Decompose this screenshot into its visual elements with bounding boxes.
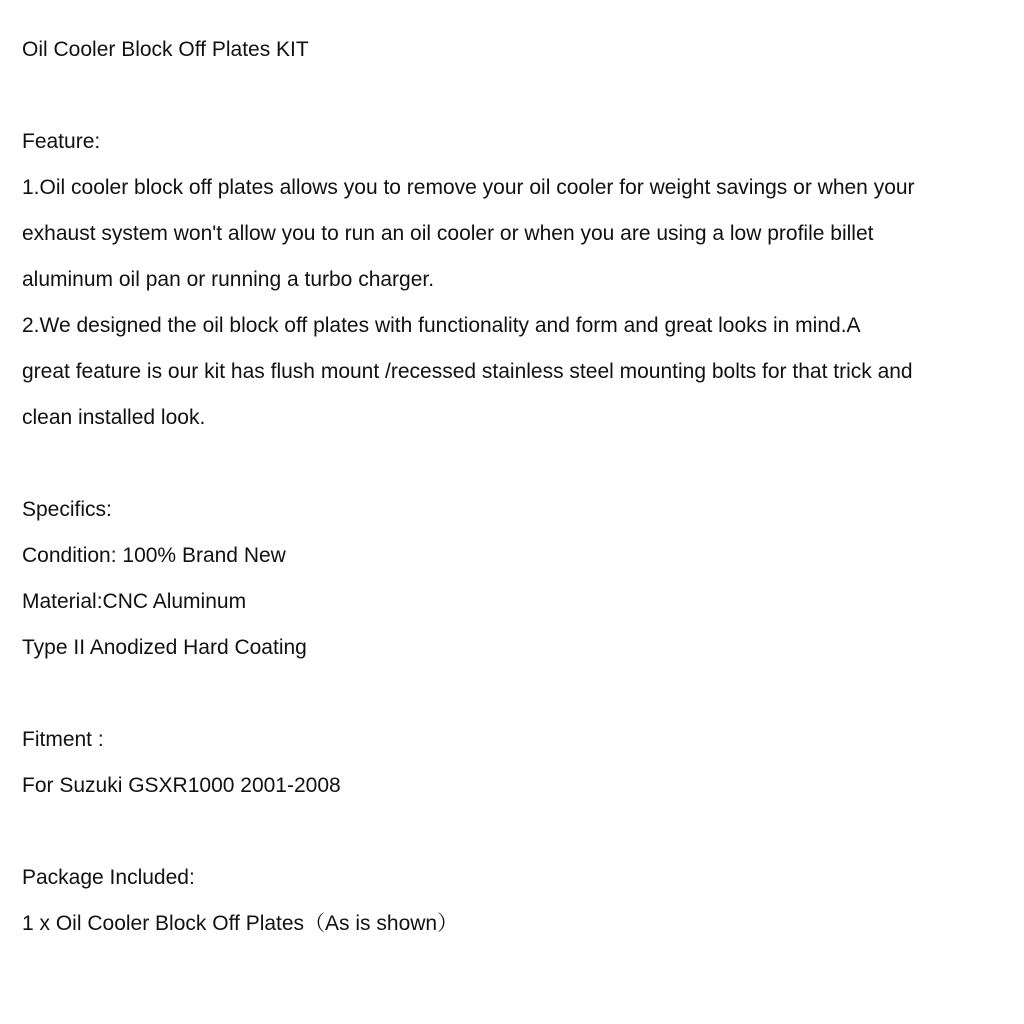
page-title: Oil Cooler Block Off Plates KIT [22, 38, 309, 61]
fitment-line: For Suzuki GSXR1000 2001-2008 [22, 774, 341, 797]
specifics-line: Type II Anodized Hard Coating [22, 636, 307, 659]
feature-line: clean installed look. [22, 406, 206, 429]
package-line: 1 x Oil Cooler Block Off Plates（As is shown） [22, 912, 459, 935]
specifics-heading: Specifics: [22, 498, 112, 521]
fitment-heading: Fitment : [22, 728, 104, 751]
specifics-line: Condition: 100% Brand New [22, 544, 286, 567]
feature-line: 1.Oil cooler block off plates allows you to remove your oil cooler for weight savings or when your [22, 176, 915, 199]
feature-line: 2.We designed the oil block off plates with functionality and form and great looks in mind.A [22, 314, 861, 337]
feature-heading: Feature: [22, 130, 101, 153]
feature-line: aluminum oil pan or running a turbo charger. [22, 268, 435, 291]
specifics-line: Material:CNC Aluminum [22, 590, 247, 613]
package-heading: Package Included: [22, 866, 195, 889]
feature-line: exhaust system won't allow you to run an oil cooler or when you are using a low profile billet [22, 222, 874, 245]
feature-line: great feature is our kit has flush mount /recessed stainless steel mounting bolts for that trick and [22, 360, 913, 383]
